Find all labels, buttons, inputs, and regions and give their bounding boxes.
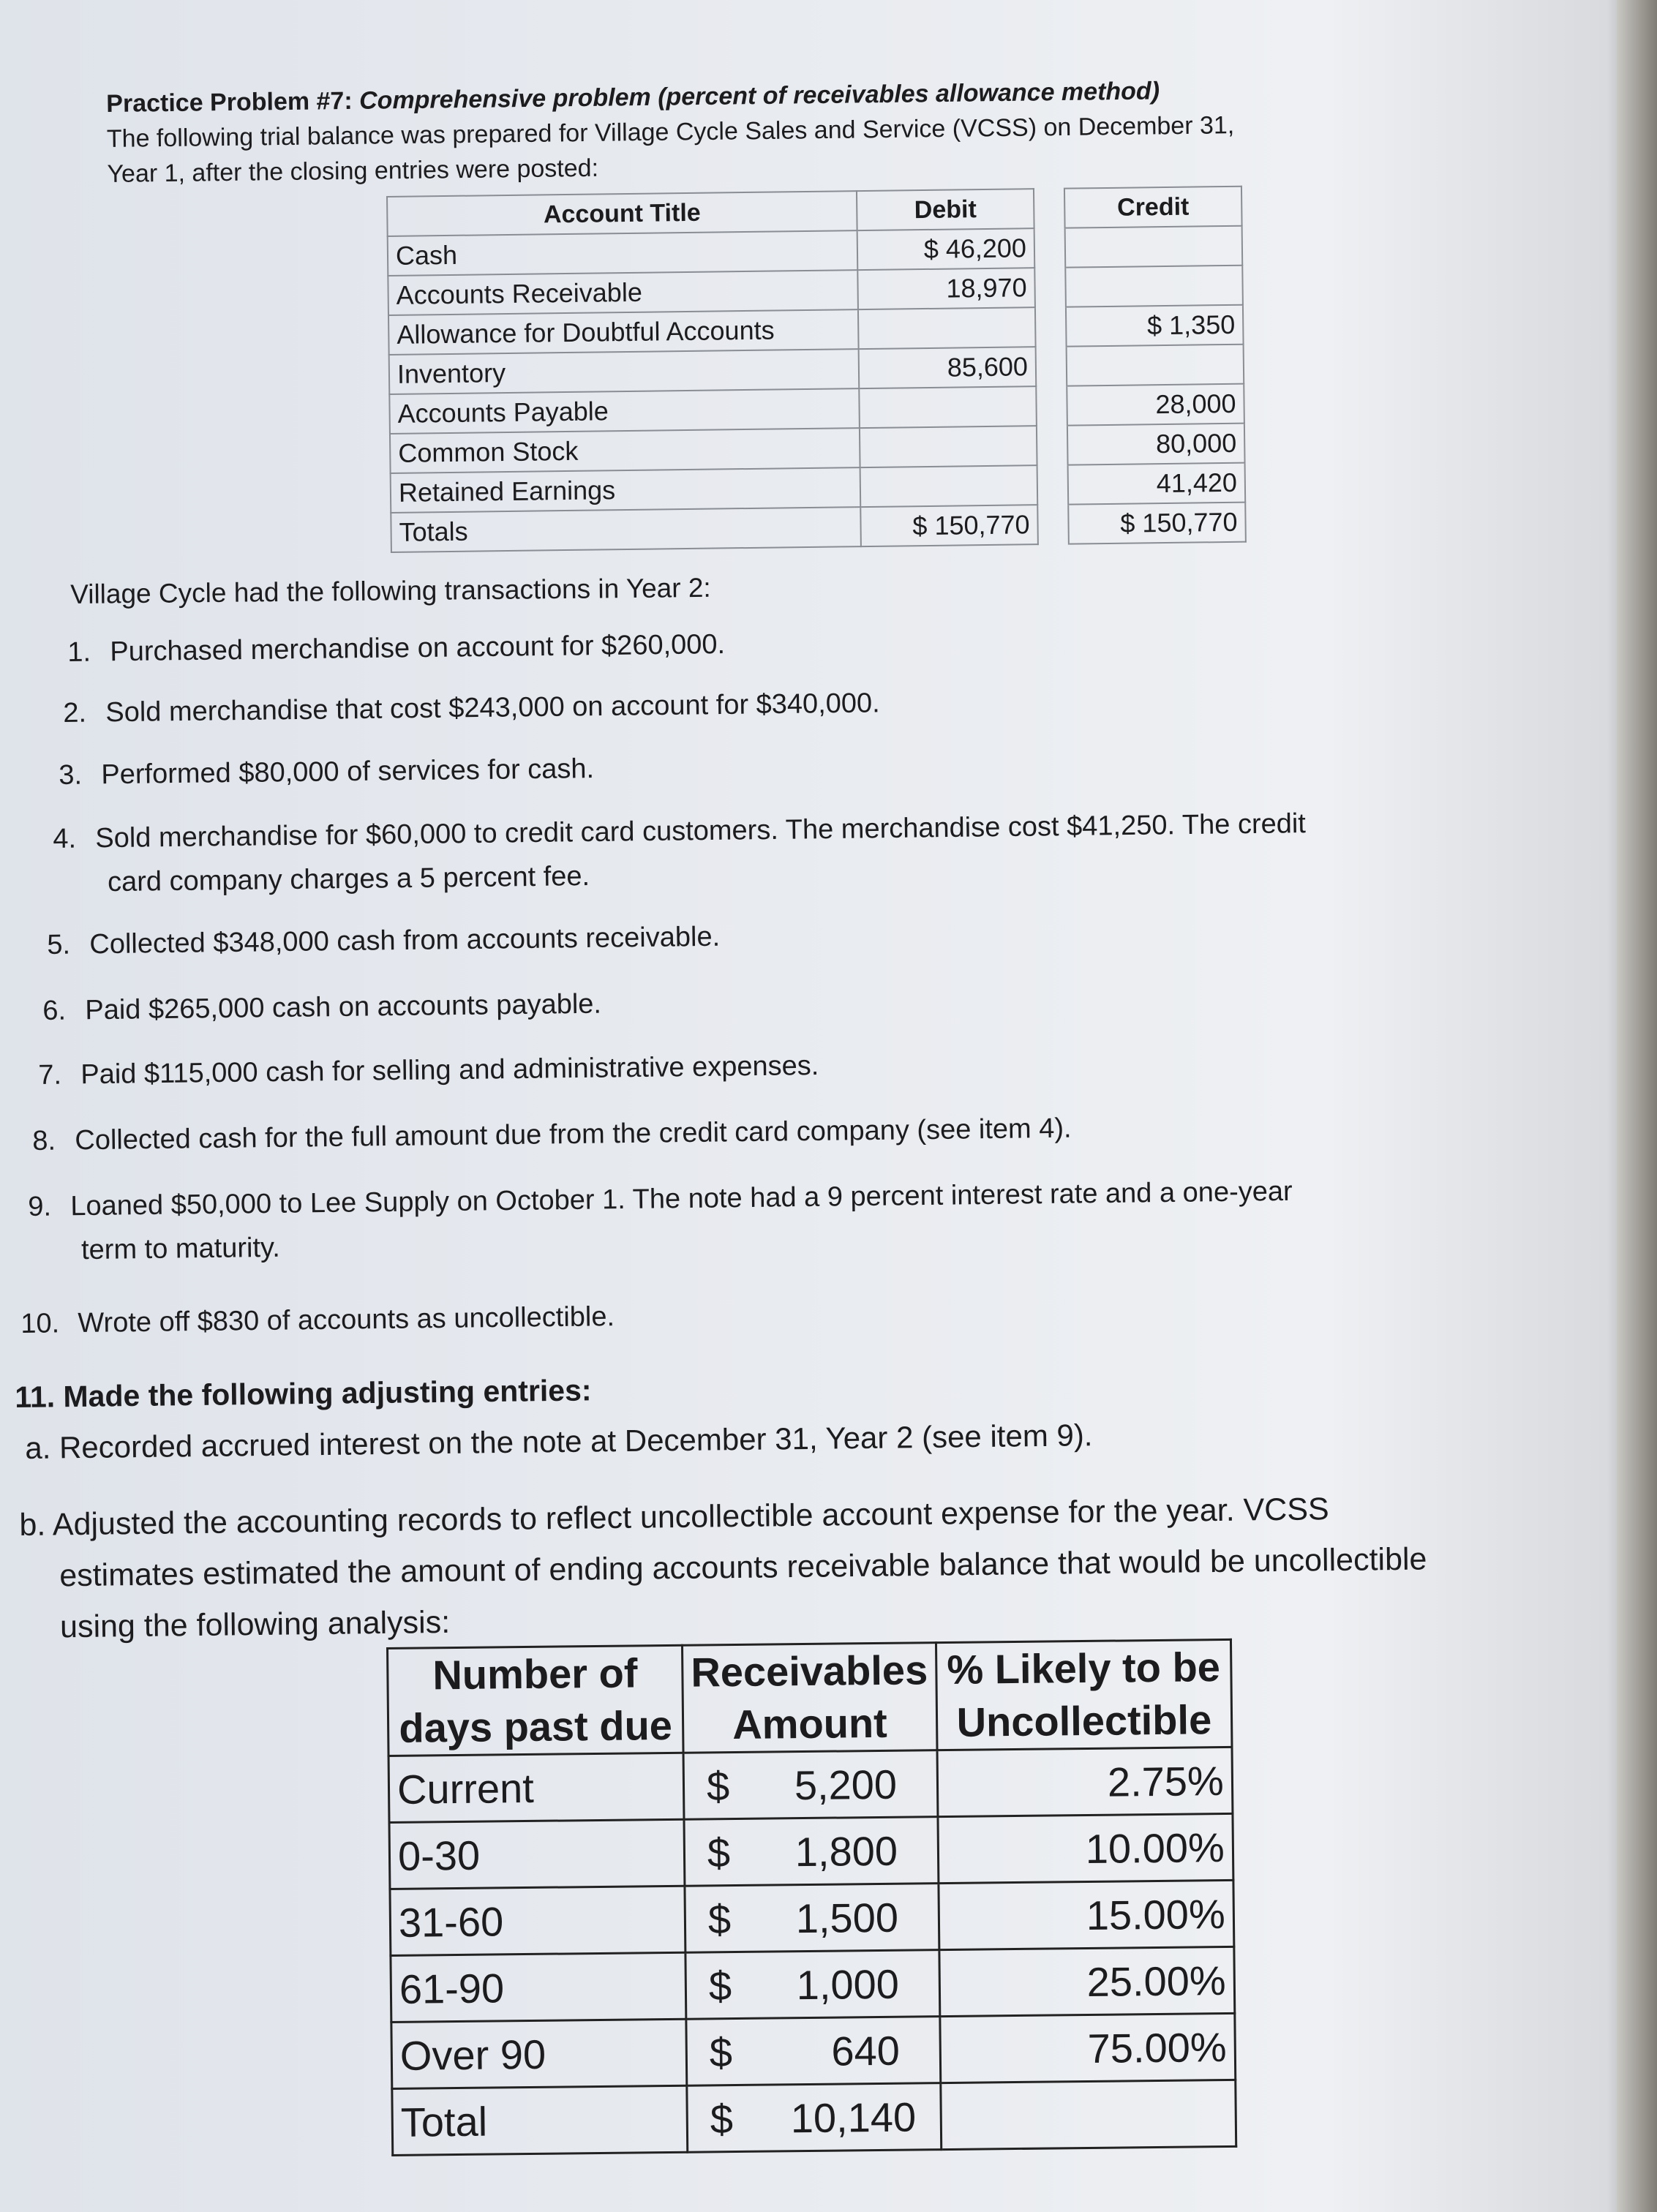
transaction-number: 2. — [63, 697, 87, 729]
account-title: Allowance for Doubtful Accounts — [388, 309, 859, 355]
credit-amount: $ 1,350 — [1066, 305, 1244, 347]
transaction-text: Loaned $50,000 to Lee Supply on October 1. The note had a 9 percent interest rate and a one-year — [70, 1175, 1293, 1222]
transaction-text: Collected $348,000 cash from accounts receivable. — [89, 921, 721, 960]
transaction-number: 8. — [32, 1125, 56, 1156]
account-title: Totals — [391, 507, 861, 552]
days-past-due: Current — [388, 1753, 684, 1822]
transaction-item — [32, 1107, 1072, 1163]
trial-balance-table — [386, 186, 1247, 553]
credit-amount — [1065, 266, 1243, 307]
problem-heading — [106, 71, 1388, 192]
days-past-due: 61-90 — [391, 1952, 686, 2022]
days-past-due: Over 90 — [391, 2019, 687, 2088]
aging-analysis-table — [386, 1639, 1237, 2156]
transaction-item — [42, 982, 601, 1033]
transactions-intro: Village Cycle had the following transactions in Year 2: — [70, 572, 711, 609]
transaction-item — [67, 622, 725, 674]
credit-amount: 80,000 — [1067, 424, 1245, 465]
problem-subtitle: Comprehensive problem (percent of receivables allowance method) — [358, 77, 1160, 115]
total-receivable-amount: $ 10,140 — [687, 2083, 942, 2153]
header-debit: Debit — [857, 189, 1034, 230]
page-edge-shadow — [1617, 0, 1657, 2212]
transaction-item — [28, 1170, 1293, 1273]
transaction-text: Performed $80,000 of services for cash. — [101, 753, 595, 791]
adjusting-entry-b — [19, 1483, 1428, 1653]
transaction-number: 1. — [67, 636, 91, 668]
debit-amount — [859, 386, 1037, 428]
transaction-number: 4. — [53, 823, 77, 854]
debit-amount: 85,600 — [859, 347, 1037, 388]
percent-uncollectible: 10.00% — [938, 1813, 1233, 1883]
total-percent-blank — [941, 2080, 1236, 2149]
account-title: Accounts Receivable — [388, 270, 858, 315]
adjusting-entry-b-line3: using the following analysis: — [59, 1604, 451, 1645]
transaction-text-continued: card company charges a 5 percent fee. — [107, 861, 590, 898]
table-row — [391, 1946, 1235, 2022]
credit-amount — [1067, 345, 1244, 386]
problem-label: Practice Problem #7: — [106, 86, 353, 118]
table-row — [389, 1813, 1233, 1889]
table-row — [390, 1880, 1234, 1955]
header-days-past-due: Number of days past due — [388, 1645, 684, 1756]
transaction-number: 3. — [59, 759, 83, 791]
transaction-text: Sold merchandise that cost $243,000 on account for $340,000. — [105, 688, 880, 729]
transaction-number: 10. — [20, 1308, 60, 1339]
transaction-number: 7. — [38, 1059, 62, 1091]
table-row — [388, 1747, 1233, 1822]
transaction-number: 5. — [47, 929, 71, 960]
transaction-item — [20, 1295, 615, 1346]
header-percent-uncollectible: % Likely to be Uncollectible — [936, 1639, 1232, 1750]
aging-header-row — [388, 1639, 1232, 1756]
credit-amount: 41,420 — [1068, 463, 1246, 505]
adjusting-entries-heading: 11. Made the following adjusting entries: — [15, 1373, 592, 1414]
transaction-text-continued: term to maturity. — [80, 1232, 281, 1266]
receivable-amount: $ 5,200 — [683, 1750, 938, 1820]
transaction-text: Purchased merchandise on account for $260,000. — [110, 629, 726, 668]
transaction-text: Wrote off $830 of accounts as uncollectible. — [78, 1301, 615, 1339]
account-title: Common Stock — [390, 428, 860, 473]
receivable-amount: $ 640 — [686, 2017, 941, 2086]
account-title: Accounts Payable — [389, 388, 860, 434]
account-title: Inventory — [389, 349, 860, 394]
problem-description-line2: Year 1, after the closing entries were posted: — [107, 154, 599, 188]
adjusting-entry-b-line1: b. Adjusted the accounting records to reflect uncollectible account expense for the year. VCSS — [19, 1491, 1329, 1543]
debit-amount — [858, 307, 1036, 349]
transaction-item — [38, 1044, 819, 1097]
transaction-item — [59, 747, 594, 797]
account-title: Retained Earnings — [391, 467, 861, 513]
total-label: Total — [392, 2085, 688, 2155]
transaction-item — [47, 915, 720, 967]
debit-amount — [860, 465, 1038, 507]
transaction-text: Sold merchandise for $60,000 to credit card customers. The merchandise cost $41,250. The credit — [95, 808, 1307, 854]
adjusting-entry-b-line2: estimates estimated the amount of ending accounts receivable balance that would be uncollectible — [59, 1541, 1427, 1594]
receivable-amount: $ 1,800 — [684, 1817, 939, 1886]
percent-uncollectible: 15.00% — [939, 1880, 1234, 1949]
transaction-number: 6. — [42, 995, 67, 1026]
header-account-title: Account Title — [387, 191, 857, 236]
problem-description-line1: The following trial balance was prepared for Village Cycle Sales and Service (VCSS) on December 31, — [106, 111, 1235, 153]
credit-total: $ 150,770 — [1068, 503, 1246, 544]
header-credit: Credit — [1064, 187, 1242, 228]
debit-amount: $ 46,200 — [857, 228, 1035, 270]
table-row — [391, 2013, 1236, 2088]
debit-amount — [860, 426, 1037, 467]
percent-uncollectible: 75.00% — [940, 2013, 1236, 2083]
days-past-due: 31-60 — [390, 1886, 685, 1955]
credit-amount — [1065, 226, 1243, 268]
transaction-number: 9. — [28, 1191, 52, 1222]
percent-uncollectible: 25.00% — [939, 1946, 1235, 2016]
transaction-text: Collected cash for the full amount due from the credit card company (see item 4). — [75, 1113, 1072, 1156]
transaction-text: Paid $115,000 cash for selling and administrative expenses. — [80, 1050, 819, 1091]
header-receivables-amount: Receivables Amount — [682, 1643, 936, 1753]
debit-amount: 18,970 — [857, 268, 1035, 309]
receivable-amount: $ 1,000 — [685, 1950, 940, 2020]
transaction-item — [63, 681, 880, 735]
transaction-text: Paid $265,000 cash on accounts payable. — [85, 988, 602, 1026]
transaction-item — [53, 802, 1307, 905]
receivable-amount: $ 1,500 — [685, 1884, 939, 1953]
aging-total-row — [392, 2080, 1236, 2155]
percent-uncollectible: 2.75% — [937, 1747, 1233, 1816]
adjusting-entry-a: a. Recorded accrued interest on the note at December 31, Year 2 (see item 9). — [25, 1418, 1093, 1465]
credit-amount: 28,000 — [1067, 384, 1244, 426]
account-title: Cash — [388, 230, 858, 276]
days-past-due: 0-30 — [389, 1819, 685, 1889]
debit-total: $ 150,770 — [860, 505, 1038, 546]
